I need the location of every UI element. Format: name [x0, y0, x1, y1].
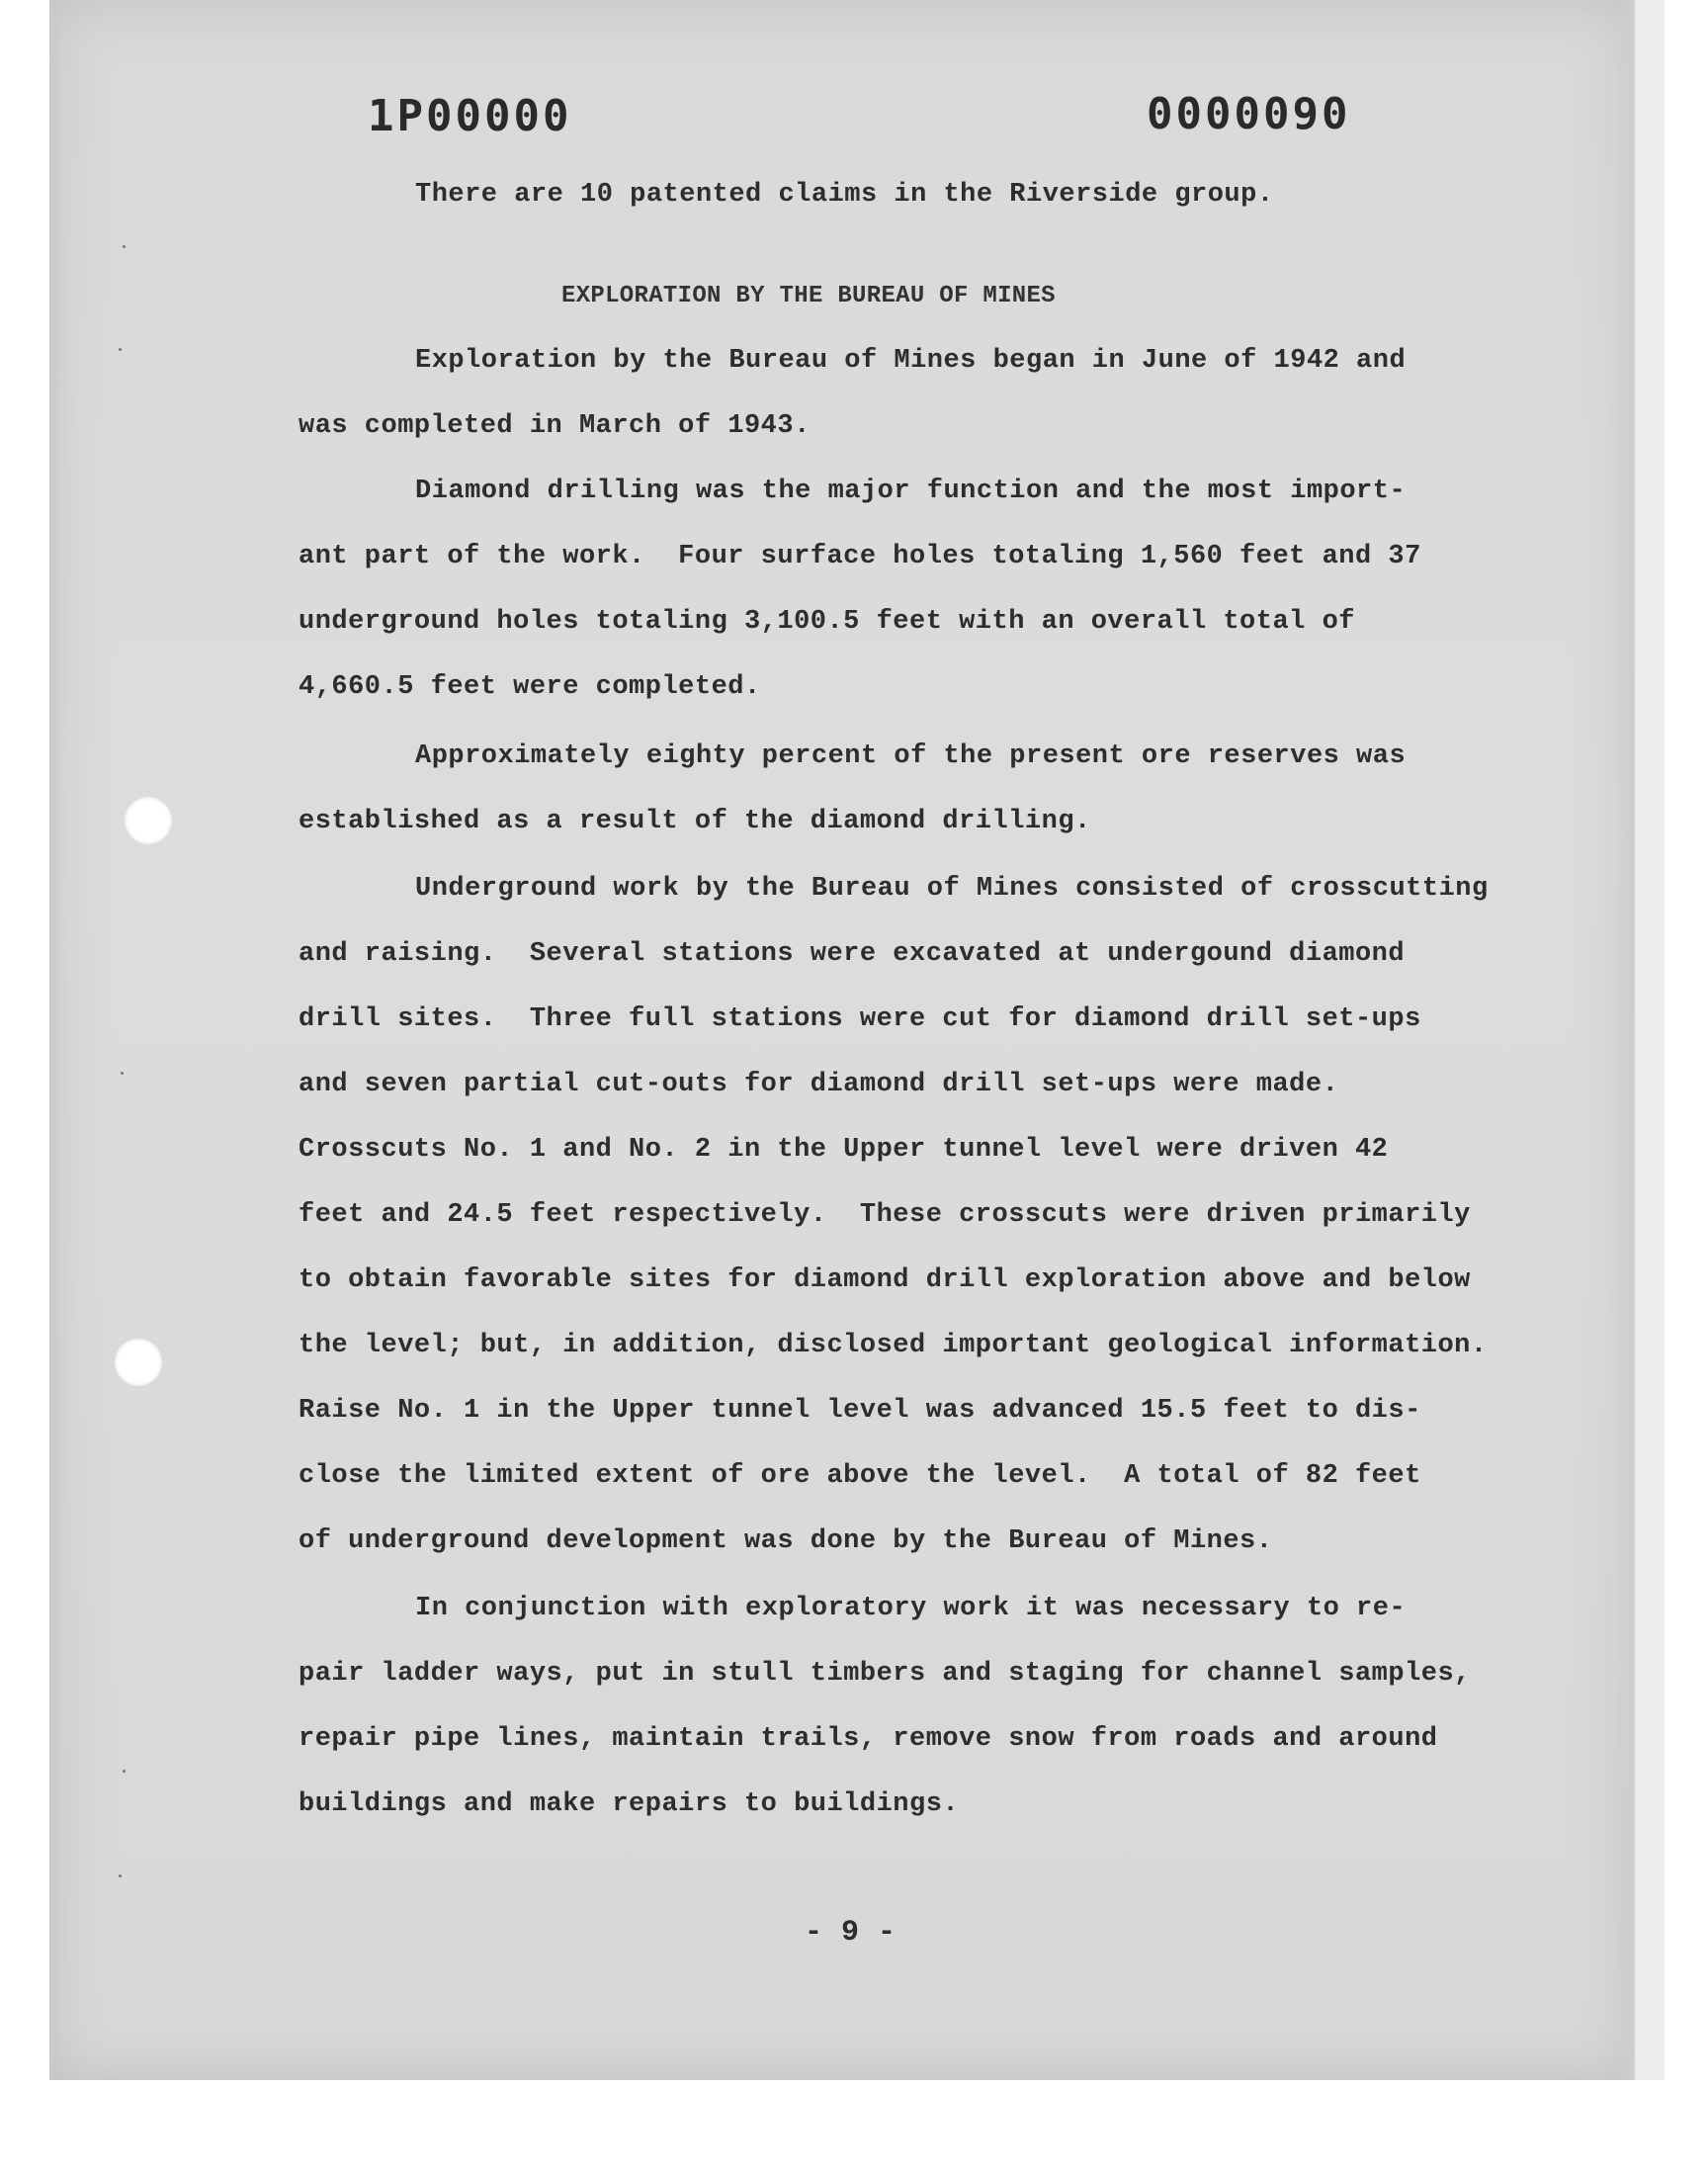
- paragraph-1-line-2: was completed in March of 1943.: [299, 411, 811, 441]
- paragraph-4-line-6: feet and 24.5 feet respectively. These crosscuts were driven primarily: [299, 1200, 1471, 1230]
- paragraph-4-line-1: Underground work by the Bureau of Mines consisted of crosscutting: [415, 874, 1489, 904]
- document-id-stamp-left: 1P00000: [368, 91, 572, 141]
- paragraph-5-line-1: In conjunction with exploratory work it was necessary to re-: [415, 1594, 1407, 1623]
- paragraph-4-line-7: to obtain favorable sites for diamond drill exploration above and below: [299, 1265, 1471, 1295]
- paragraph-4-line-10: close the limited extent of ore above the level. A total of 82 feet: [299, 1461, 1421, 1491]
- paragraph-4-line-9: Raise No. 1 in the Upper tunnel level was advanced 15.5 feet to dis-: [299, 1396, 1421, 1426]
- document-id-stamp-right: 0000090: [1147, 89, 1351, 139]
- paragraph-2-line-4: 4,660.5 feet were completed.: [299, 672, 761, 702]
- paragraph-4-line-5: Crosscuts No. 1 and No. 2 in the Upper tunnel level were driven 42: [299, 1135, 1389, 1165]
- paragraph-5-line-2: pair ladder ways, put in stull timbers and staging for channel samples,: [299, 1659, 1471, 1689]
- paragraph-5-line-4: buildings and make repairs to buildings.: [299, 1789, 960, 1819]
- paragraph-3-line-2: established as a result of the diamond drilling.: [299, 807, 1091, 836]
- section-heading: EXPLORATION BY THE BUREAU OF MINES: [561, 283, 1056, 309]
- paragraph-1-line-1: Exploration by the Bureau of Mines began in June of 1942 and: [415, 346, 1407, 376]
- paragraph-5-line-3: repair pipe lines, maintain trails, remove snow from roads and around: [299, 1724, 1438, 1754]
- paragraph-2-line-2: ant part of the work. Four surface holes totaling 1,560 feet and 37: [299, 542, 1421, 571]
- paragraph-4-line-4: and seven partial cut-outs for diamond drill set-ups were made.: [299, 1070, 1339, 1099]
- paragraph-2-line-3: underground holes totaling 3,100.5 feet with an overall total of: [299, 607, 1355, 637]
- paragraph-4-line-3: drill sites. Three full stations were cut for diamond drill set-ups: [299, 1004, 1421, 1034]
- paragraph-2-line-1: Diamond drilling was the major function and the most import-: [415, 477, 1407, 506]
- paragraph-3-line-1: Approximately eighty percent of the present ore reserves was: [415, 741, 1407, 771]
- page-number: - 9 -: [805, 1916, 897, 1950]
- paragraph-4-line-11: of underground development was done by the Bureau of Mines.: [299, 1526, 1273, 1556]
- paragraph-4-line-2: and raising. Several stations were excavated at undergound diamond: [299, 939, 1406, 969]
- intro-line: There are 10 patented claims in the Riverside group.: [415, 180, 1274, 210]
- paragraph-4-line-8: the level; but, in addition, disclosed important geological information.: [299, 1331, 1488, 1360]
